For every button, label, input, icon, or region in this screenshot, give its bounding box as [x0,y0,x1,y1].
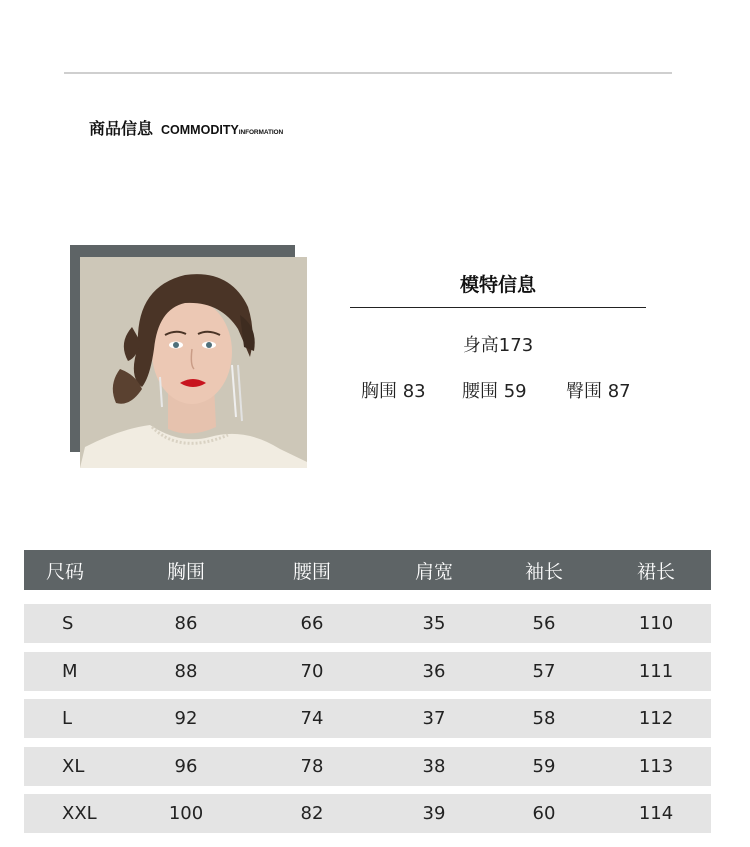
cell-shoulder: 39 [422,803,446,824]
top-divider [64,72,672,74]
header-shoulder: 肩宽 [414,560,453,583]
cell-bust: 96 [174,756,198,777]
cell-sleeve: 59 [532,756,556,777]
cell-waist: 78 [300,756,324,777]
model-hip: 臀围 87 [566,381,631,402]
cell-bust: 92 [174,708,198,729]
cell-sleeve: 58 [532,708,556,729]
cell-sleeve: 57 [532,661,556,682]
cell-skirt-length: 113 [638,756,674,777]
header-bust: 胸围 [166,560,205,583]
cell-sleeve: 60 [532,803,556,824]
cell-bust: 100 [168,803,204,824]
cell-skirt-length: 112 [638,708,674,729]
cell-size: S [62,613,74,634]
cell-shoulder: 36 [422,661,446,682]
model-bust: 胸围 83 [361,381,426,402]
model-height: 身高173 [462,335,534,356]
section-title-en-small: INFORMATION [238,129,284,136]
cell-skirt-length: 114 [638,803,674,824]
size-table-header [24,550,711,590]
cell-sleeve: 56 [532,613,556,634]
table-row [24,604,711,643]
model-info-title: 模特信息 [459,274,536,296]
model-waist: 腰围 59 [462,381,527,402]
table-row [24,699,711,738]
cell-waist: 82 [300,803,324,824]
model-photo [80,257,307,468]
model-info-divider [350,307,646,308]
cell-skirt-length: 111 [638,661,674,682]
cell-size: XXL [62,803,97,824]
cell-waist: 70 [300,661,324,682]
header-waist: 腰围 [292,560,331,583]
header-size: 尺码 [46,560,85,583]
cell-bust: 88 [174,661,198,682]
section-title [89,116,283,138]
cell-size: M [62,661,78,682]
cell-shoulder: 38 [422,756,446,777]
cell-bust: 86 [174,613,198,634]
table-row [24,794,711,833]
cell-size: L [62,708,73,729]
cell-waist: 74 [300,708,324,729]
table-row [24,652,711,691]
cell-shoulder: 35 [422,613,446,634]
cell-shoulder: 37 [422,708,446,729]
table-row [24,747,711,786]
section-title-en: COMMODITY [161,123,239,137]
cell-waist: 66 [300,613,324,634]
cell-size: XL [62,756,85,777]
section-title-cn: 商品信息 [89,119,154,138]
header-sleeve: 袖长 [524,560,563,583]
cell-skirt-length: 110 [638,613,674,634]
header-skirt-length: 裙长 [636,560,675,583]
